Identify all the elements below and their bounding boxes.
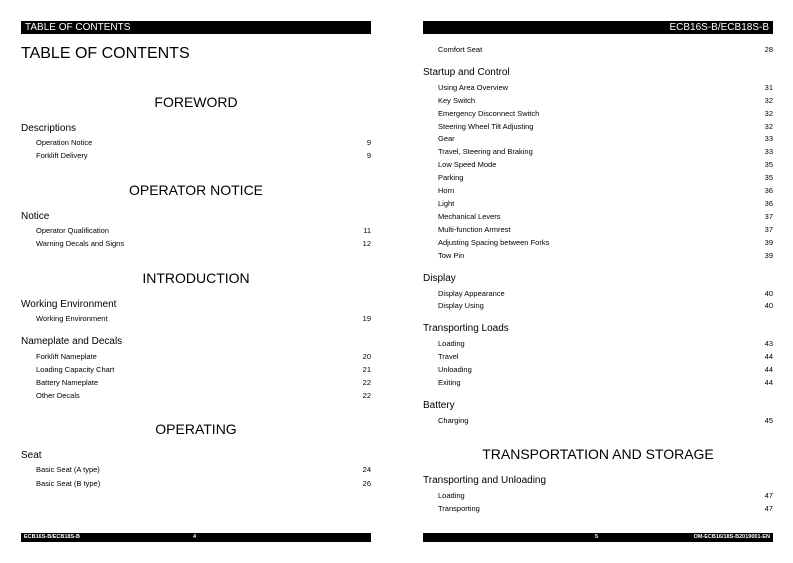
footer-page-number: 5 xyxy=(595,534,599,540)
chapter-heading: TRANSPORTATION AND STORAGE xyxy=(482,446,714,462)
toc-entry-page: 44 xyxy=(764,378,773,387)
section-heading: Nameplate and Decals xyxy=(21,336,123,347)
toc-entry-label: Operator Qualification xyxy=(36,226,109,235)
toc-entry[interactable] xyxy=(438,288,773,299)
toc-entry[interactable] xyxy=(438,108,773,119)
toc-entry-label: Steering Wheel Tilt Adjusting xyxy=(438,122,534,131)
toc-entry-page: 47 xyxy=(764,504,773,513)
toc-entry-page: 22 xyxy=(362,378,371,387)
toc-entry-label: Comfort Seat xyxy=(438,45,483,54)
toc-entry[interactable] xyxy=(36,390,371,401)
toc-entry-label: Operation Notice xyxy=(36,138,93,147)
toc-entry-page: 37 xyxy=(764,212,773,221)
toc-entry-page: 39 xyxy=(764,251,773,260)
toc-entry-page: 32 xyxy=(764,122,773,131)
toc-entry[interactable] xyxy=(438,250,773,261)
left-page xyxy=(21,0,371,563)
toc-title: TABLE OF CONTENTS xyxy=(21,45,190,62)
toc-entry-label: Travel xyxy=(438,352,459,361)
toc-entry[interactable] xyxy=(438,146,773,157)
footer-doc-code: OM-ECB16/18S-B2019001-EN xyxy=(693,534,770,540)
chapter-heading: INTRODUCTION xyxy=(142,270,250,286)
toc-entry[interactable] xyxy=(438,338,773,349)
toc-entry-page: 36 xyxy=(764,186,773,195)
toc-entry-page: 12 xyxy=(362,239,371,248)
toc-entry[interactable] xyxy=(438,198,773,209)
toc-entry[interactable] xyxy=(36,377,371,388)
toc-entry-page: 43 xyxy=(764,339,773,348)
toc-entry-page: 11 xyxy=(363,226,371,235)
toc-entry[interactable] xyxy=(438,121,773,132)
toc-entry[interactable] xyxy=(36,150,371,161)
toc-entry-label: Using Area Overview xyxy=(438,83,509,92)
toc-entry-label: Basic Seat (A type) xyxy=(36,465,100,474)
toc-entry-label: Light xyxy=(438,199,455,208)
toc-entry[interactable] xyxy=(438,300,773,311)
toc-entry[interactable] xyxy=(36,464,371,475)
toc-entry-page: 44 xyxy=(764,352,773,361)
chapter-heading: FOREWORD xyxy=(154,94,238,110)
left-footer-bar xyxy=(21,533,371,542)
toc-entry-page: 32 xyxy=(764,109,773,118)
toc-entry[interactable] xyxy=(36,313,371,324)
toc-entry[interactable] xyxy=(438,351,773,362)
toc-entry[interactable] xyxy=(438,211,773,222)
toc-entry[interactable] xyxy=(36,351,371,362)
footer-page-number: 4 xyxy=(193,534,197,540)
toc-entry[interactable] xyxy=(438,503,773,514)
toc-entry-page: 22 xyxy=(362,391,371,400)
toc-entry-label: Gear xyxy=(438,134,455,143)
toc-entry-page: 40 xyxy=(764,301,773,310)
section-heading: Notice xyxy=(21,211,50,222)
toc-entry-page: 19 xyxy=(362,314,371,323)
toc-entry-page: 28 xyxy=(764,45,773,54)
toc-entry[interactable] xyxy=(438,415,773,426)
toc-entry-page: 32 xyxy=(764,96,773,105)
toc-entry-label: Horn xyxy=(438,186,455,195)
toc-entry-page: 47 xyxy=(764,491,773,500)
toc-entry-page: 9 xyxy=(366,151,371,160)
toc-entry[interactable] xyxy=(438,237,773,248)
toc-entry-page: 20 xyxy=(362,352,371,361)
toc-entry[interactable] xyxy=(438,224,773,235)
toc-entry-label: Low Speed Mode xyxy=(438,160,497,169)
section-heading: Battery xyxy=(423,400,455,411)
toc-entry-label: Mechanical Levers xyxy=(438,212,501,221)
toc-entry[interactable] xyxy=(438,133,773,144)
toc-entry[interactable] xyxy=(36,364,371,375)
chapter-heading: OPERATING xyxy=(155,421,237,437)
toc-entry-label: Emergency Disconnect Switch xyxy=(438,109,540,118)
toc-entry[interactable] xyxy=(438,490,773,501)
section-heading: Startup and Control xyxy=(423,67,510,78)
toc-entry-label: Loading Capacity Chart xyxy=(36,365,115,374)
toc-entry-label: Other Decals xyxy=(36,391,80,400)
toc-entry-page: 33 xyxy=(764,147,773,156)
toc-entry-page: 24 xyxy=(362,465,371,474)
toc-entry[interactable] xyxy=(36,238,371,249)
toc-entry-label: Working Environment xyxy=(36,314,108,323)
toc-entry[interactable] xyxy=(36,137,371,148)
section-heading: Seat xyxy=(21,450,42,461)
toc-entry-label: Multi-function Armrest xyxy=(438,225,511,234)
toc-entry[interactable] xyxy=(438,377,773,388)
right-page xyxy=(423,0,773,563)
toc-entry-label: Unloading xyxy=(438,365,472,374)
toc-entry-page: 44 xyxy=(764,365,773,374)
toc-entry-page: 31 xyxy=(764,83,773,92)
section-heading: Display xyxy=(423,273,456,284)
toc-entry-page: 33 xyxy=(764,134,773,143)
toc-entry-page: 39 xyxy=(764,238,773,247)
toc-entry-label: Transporting xyxy=(438,504,480,513)
toc-entry-page: 35 xyxy=(764,173,773,182)
toc-entry[interactable] xyxy=(36,478,371,489)
toc-entry-label: Display Appearance xyxy=(438,289,505,298)
toc-entry[interactable] xyxy=(438,159,773,170)
toc-entry-label: Exiting xyxy=(438,378,461,387)
toc-entry-label: Battery Nameplate xyxy=(36,378,99,387)
section-heading: Transporting and Unloading xyxy=(423,475,547,486)
toc-entry-label: Forklift Nameplate xyxy=(36,352,97,361)
toc-entry-label: Loading xyxy=(438,339,465,348)
toc-entry-page: 26 xyxy=(362,479,371,488)
toc-entry-label: Travel, Steering and Braking xyxy=(438,147,533,156)
toc-entry[interactable] xyxy=(438,172,773,183)
toc-entry-label: Basic Seat (B type) xyxy=(36,479,101,488)
toc-entry-page: 37 xyxy=(764,225,773,234)
toc-entry-label: Parking xyxy=(438,173,464,182)
chapter-heading: OPERATOR NOTICE xyxy=(128,182,264,198)
right-header-bar: ECB16S-B/ECB18S-B xyxy=(423,21,773,34)
toc-entry-label: Warning Decals and Signs xyxy=(36,239,125,248)
section-heading: Working Environment xyxy=(21,299,117,310)
toc-entry-label: Key Switch xyxy=(438,96,476,105)
toc-entry-label: Loading xyxy=(438,491,465,500)
toc-entry[interactable] xyxy=(438,185,773,196)
toc-entry[interactable] xyxy=(438,44,773,55)
toc-entry-label: Display Using xyxy=(438,301,484,310)
toc-entry[interactable] xyxy=(438,95,773,106)
toc-entry-label: Tow Pin xyxy=(438,251,465,260)
toc-entry-page: 21 xyxy=(362,365,371,374)
toc-entry[interactable] xyxy=(438,82,773,93)
toc-entry-page: 35 xyxy=(764,160,773,169)
toc-entry[interactable] xyxy=(36,225,371,236)
toc-entry-page: 45 xyxy=(764,416,773,425)
toc-entry[interactable] xyxy=(438,364,773,375)
section-heading: Descriptions xyxy=(21,123,77,134)
toc-entry-label: Forklift Delivery xyxy=(36,151,88,160)
toc-entry-page: 9 xyxy=(366,138,371,147)
toc-entry-page: 36 xyxy=(764,199,773,208)
toc-entry-label: Charging xyxy=(438,416,469,425)
section-heading: Transporting Loads xyxy=(423,323,509,334)
footer-model: ECB16S-B/ECB18S-B xyxy=(24,534,80,540)
left-header-bar: TABLE OF CONTENTS xyxy=(21,21,371,34)
right-footer-bar xyxy=(423,533,773,542)
toc-entry-page: 40 xyxy=(764,289,773,298)
toc-entry-label: Adjusting Spacing between Forks xyxy=(438,238,550,247)
